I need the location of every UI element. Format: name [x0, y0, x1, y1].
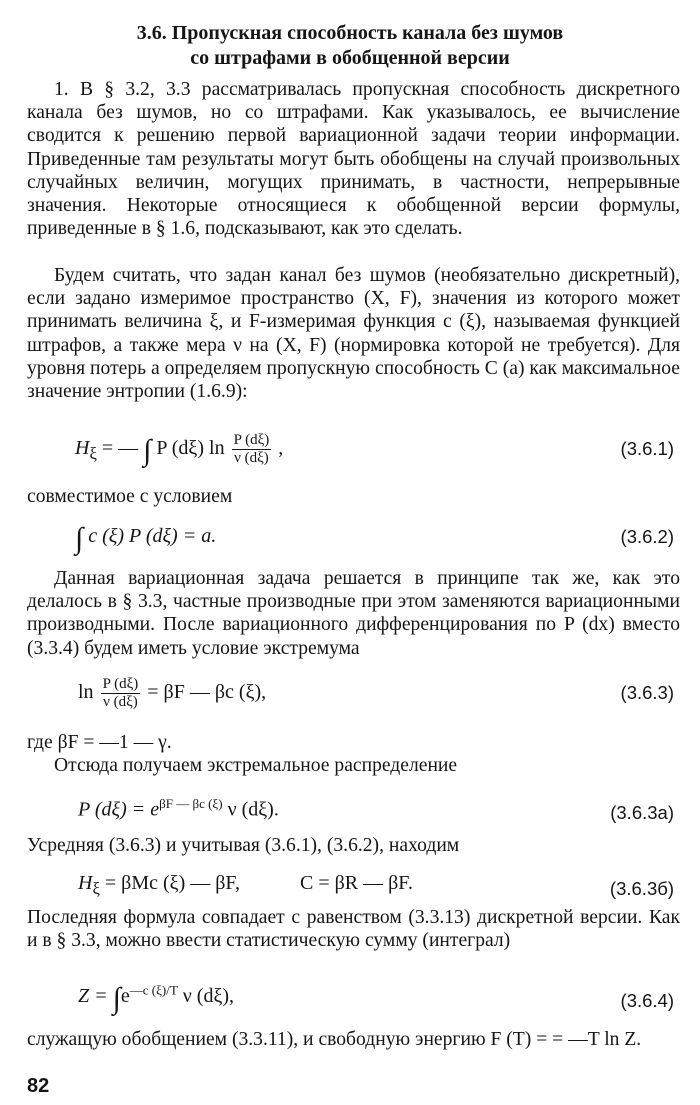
- equation-3-6-3a: [0, 790, 700, 830]
- eq1-label: (3.6.1): [620, 438, 674, 459]
- eq4-exponent: —c (ξ)/T: [129, 982, 178, 998]
- eq3a-exponent: βF — βc (ξ): [159, 796, 223, 811]
- paragraph-statistical-sum: Последняя формула совпадает с равенством (3.3.13) дискретной версии. Как и в § 3.3, можно ввести статистическую сумму (интеграл): [27, 907, 680, 952]
- eq1-numerator: P (dξ): [233, 432, 270, 448]
- equation-3-6-1: [0, 428, 700, 468]
- paragraph-free-energy: служащую обобщением (3.3.11), и свободную энергию F (T) = = —T ln Z.: [27, 1029, 642, 1050]
- eq3a-rhs: ν (dξ).: [227, 798, 279, 821]
- eq3b-label: (3.6.3б): [609, 878, 674, 899]
- eq2-integral-sign: ∫: [75, 522, 84, 555]
- equation-3-6-3b: [0, 866, 700, 906]
- equation-3-6-3: [0, 672, 700, 712]
- eq4-label: (3.6.4): [620, 990, 674, 1011]
- eq3a-lhs: P (dξ) = e: [78, 798, 160, 821]
- paragraph-where: где βF = —1 — γ.: [27, 732, 172, 753]
- eq1-equals-minus: = —: [101, 437, 139, 460]
- eq3-rhs: = βF — βc (ξ),: [147, 681, 267, 704]
- eq3-label: (3.6.3): [620, 682, 674, 703]
- eq1-fraction: [232, 432, 272, 467]
- section-title-line-1: 3.6. Пропускная способность канала без шумов: [136, 22, 564, 44]
- eq1-sub: ξ: [89, 444, 97, 464]
- eq1-lhs: H: [75, 437, 90, 460]
- section-title-line-2: со штрафами в обобщенной версии: [190, 47, 510, 69]
- eq3b-body: = βMc (ξ) — βF,: [104, 872, 240, 894]
- paragraph-intro: 1. В § 3.2, 3.3 рассматривалась пропускная способность дискретного канала без шумов, но со штрафами. Как указывалось, ее вычисление сводится к решению первой вариационной задачи теории информации. Приведенные там результаты могут быть обобщены на случай произвольных случайных величин, могущих принимать, в частности, непрерывные значения. Некоторые относящиеся к обобщенной версии формулы, приведенные в § 1.6, подсказывают, как это сделать.: [27, 79, 680, 240]
- paragraph-extremal: Отсюда получаем экстремальное распределение: [54, 755, 458, 776]
- eq4-rhs: ν (dξ),: [182, 985, 235, 1007]
- eq1-integrand: P (dξ) ln: [156, 437, 225, 460]
- equation-3-6-4: [0, 978, 700, 1018]
- paragraph-channel-definition: Будем считать, что задан канал без шумов (необязательно дискретный), если задано измеримое пространство (X, F), значения из которого может принимать величина ξ, и F-измеримая функция c (ξ), называемая функцией штрафов, а также мера ν на (X, F) (нормировка которой не требуется). Для уровня потерь a определяем пропускную способность C (a) как максимальное значение энтропии (1.6.9):: [27, 265, 680, 403]
- eq3b-sub: ξ: [92, 879, 100, 898]
- eq3-fraction: [101, 676, 141, 711]
- eq4-integral-sign: ∫: [112, 982, 121, 1015]
- eq3-numerator: P (dξ): [102, 676, 139, 692]
- eq3-ln: ln: [78, 681, 94, 704]
- eq1-comma: ,: [278, 437, 284, 460]
- page-number: 82: [27, 1075, 50, 1097]
- eq4-exp-base: e: [120, 985, 130, 1007]
- eq2-label: (3.6.2): [620, 526, 674, 547]
- eq2-body: c (ξ) P (dξ) = a.: [88, 525, 217, 547]
- eq3b-lhs: H: [78, 872, 93, 894]
- eq3a-label: (3.6.3а): [610, 802, 674, 823]
- paragraph-averaging: Усредняя (3.6.3) и учитывая (3.6.1), (3.6.2), находим: [27, 835, 460, 856]
- equation-3-6-2: [0, 518, 700, 558]
- eq1-denominator: ν (dξ): [234, 450, 269, 466]
- eq3b-second: C = βR — βF.: [300, 872, 413, 894]
- eq3-denominator: ν (dξ): [103, 694, 138, 710]
- paragraph-variational: Данная вариационная задача решается в принципе так же, как это делалось в § 3.3, частные производные при этом заменяются вариационными производными. После вариационного дифференцирования по P (dx) вместо (3.3.4) будем иметь условие экстремума: [27, 568, 680, 659]
- eq1-integral-sign: ∫: [143, 434, 152, 468]
- paragraph-condition: совместимое с условием: [27, 486, 233, 507]
- eq4-lhs: Z =: [78, 985, 113, 1007]
